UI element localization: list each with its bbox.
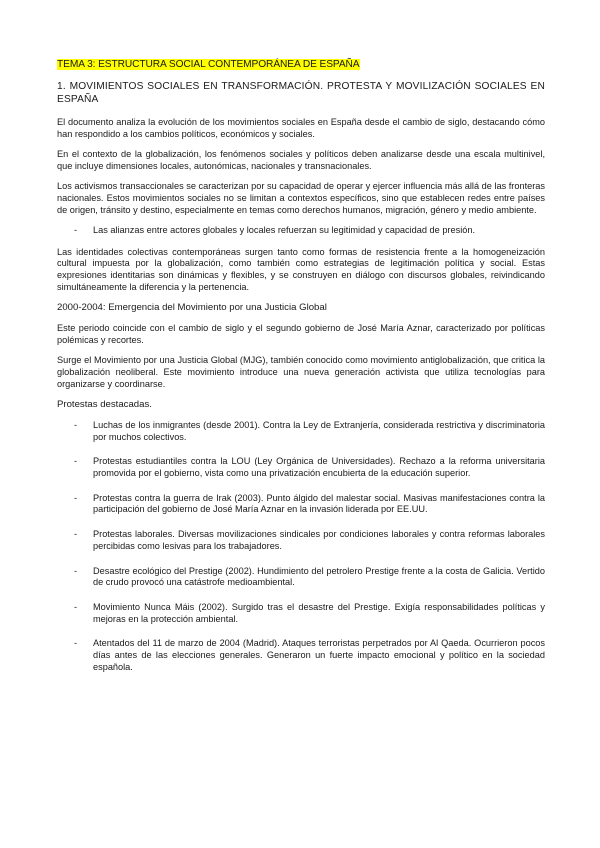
list-item xyxy=(57,456,545,479)
period-paragraph: Surge el Movimiento por una Justicia Global (MJG), también conocido como movimiento antiglobalización, que critica la globalización neoliberal. Este movimiento introduce una nueva generación activista que utiliza tecnologías para organizarse y coordinarse. xyxy=(57,355,545,389)
dash-bullet: - xyxy=(74,638,78,649)
list-item xyxy=(57,602,545,625)
list-item xyxy=(57,493,545,516)
intro-paragraph: En el contexto de la globalización, los fenómenos sociales y políticos deben analizarse desde una escala multinivel, que incluye dimensiones locales, autonómicas, nacionales y transnacionales. xyxy=(57,149,545,171)
intro-paragraph: El documento analiza la evolución de los movimientos sociales en España desde el cambio de siglo, destacando cómo han respondido a los cambios políticos, económicos y sociales. xyxy=(57,117,545,139)
identities-paragraph: Las identidades colectivas contemporáneas surgen tanto como formas de resistencia frente a la homogeneización cultural impuesta por la globalización, como también como estrategias de legitimación política y social. Estas expresiones identitarias son dinámicas y flexibles, y se construyen en diálogo con discursos globales, reivindicando simultáneamente la diferencia y la pertenencia. xyxy=(57,246,545,292)
list-item xyxy=(57,225,545,237)
list-item-text: Atentados del 11 de marzo de 2004 (Madrid). Ataques terroristas perpetrados por Al Qaeda. Ocurrieron pocos días antes de las elecciones generales. Generaron un fuerte impacto emocional y político en la sociedad española. xyxy=(93,638,545,672)
list-item xyxy=(57,529,545,552)
dash-bullet: - xyxy=(74,492,78,503)
dash-bullet: - xyxy=(74,420,78,431)
list-item-text: Protestas estudiantiles contra la LOU (Ley Orgánica de Universidades). Rechazo a la reforma universitaria promovida por el gobierno, vista como una privatización encubierta de la educación superior. xyxy=(93,456,545,479)
list-item xyxy=(57,566,545,589)
list-item-text: Desastre ecológico del Prestige (2002). Hundimiento del petrolero Prestige frente a la costa de Galicia. Vertido de crudo provocó una catástrofe medioambiental. xyxy=(93,565,545,588)
protests-list xyxy=(57,420,545,673)
dash-bullet: - xyxy=(74,565,78,576)
list-item xyxy=(57,420,545,443)
list-item-text: Protestas laborales. Diversas movilizaciones sindicales por condiciones laborales y contra reformas laborales percibidas como lesivas para los trabajadores. xyxy=(93,529,545,551)
list-item-text: Las alianzas entre actores globales y locales refuerzan su legitimidad y capacidad de presión. xyxy=(93,225,476,236)
dash-bullet: - xyxy=(74,601,78,612)
intro-paragraph: Los activismos transaccionales se caracterizan por su capacidad de operar y ejercer influencia más allá de las fronteras nacionales. Estos movimientos sociales no se limitan a contextos específicos, sino que establecen redes entre países de origen, tránsito y destino, especialmente en temas como derechos humanos, migración, género y medio ambiente. xyxy=(57,181,545,215)
list-item-text: Movimiento Nunca Máis (2002). Surgido tras el desastre del Prestige. Exigía responsabilidades políticas y mejoras en la protección ambiental. xyxy=(93,601,545,624)
section-heading: 1. MOVIMIENTOS SOCIALES EN TRANSFORMACIÓN. PROTESTA Y MOVILIZACIÓN SOCIALES EN ESPAÑA xyxy=(57,81,545,105)
protests-heading: Protestas destacadas. xyxy=(57,399,152,411)
dash-bullet: - xyxy=(74,225,78,236)
list-item-text: Protestas contra la guerra de Irak (2003). Punto álgido del malestar social. Masivas manifestaciones contra la participación del gobierno de José María Aznar en la invasión liderada por EE.UU. xyxy=(93,492,545,515)
document-title-line xyxy=(57,56,545,71)
period-paragraph: Este periodo coincide con el cambio de siglo y el segundo gobierno de José María Aznar, caracterizado por políticas polémicas y recortes. xyxy=(57,323,545,345)
dash-bullet: - xyxy=(74,456,78,467)
document-page xyxy=(57,56,545,686)
dash-bullet: - xyxy=(74,529,78,540)
list-item-text: Luchas de los inmigrantes (desde 2001). Contra la Ley de Extranjería, considerada restrictiva y discriminatoria por muchos colectivos. xyxy=(93,420,545,442)
alliances-list xyxy=(57,225,545,237)
list-item xyxy=(57,638,545,673)
document-title: TEMA 3: ESTRUCTURA SOCIAL CONTEMPORÁNEA DE ESPAÑA xyxy=(57,59,360,70)
period-heading: 2000-2004: Emergencia del Movimiento por una Justicia Global xyxy=(57,302,327,314)
